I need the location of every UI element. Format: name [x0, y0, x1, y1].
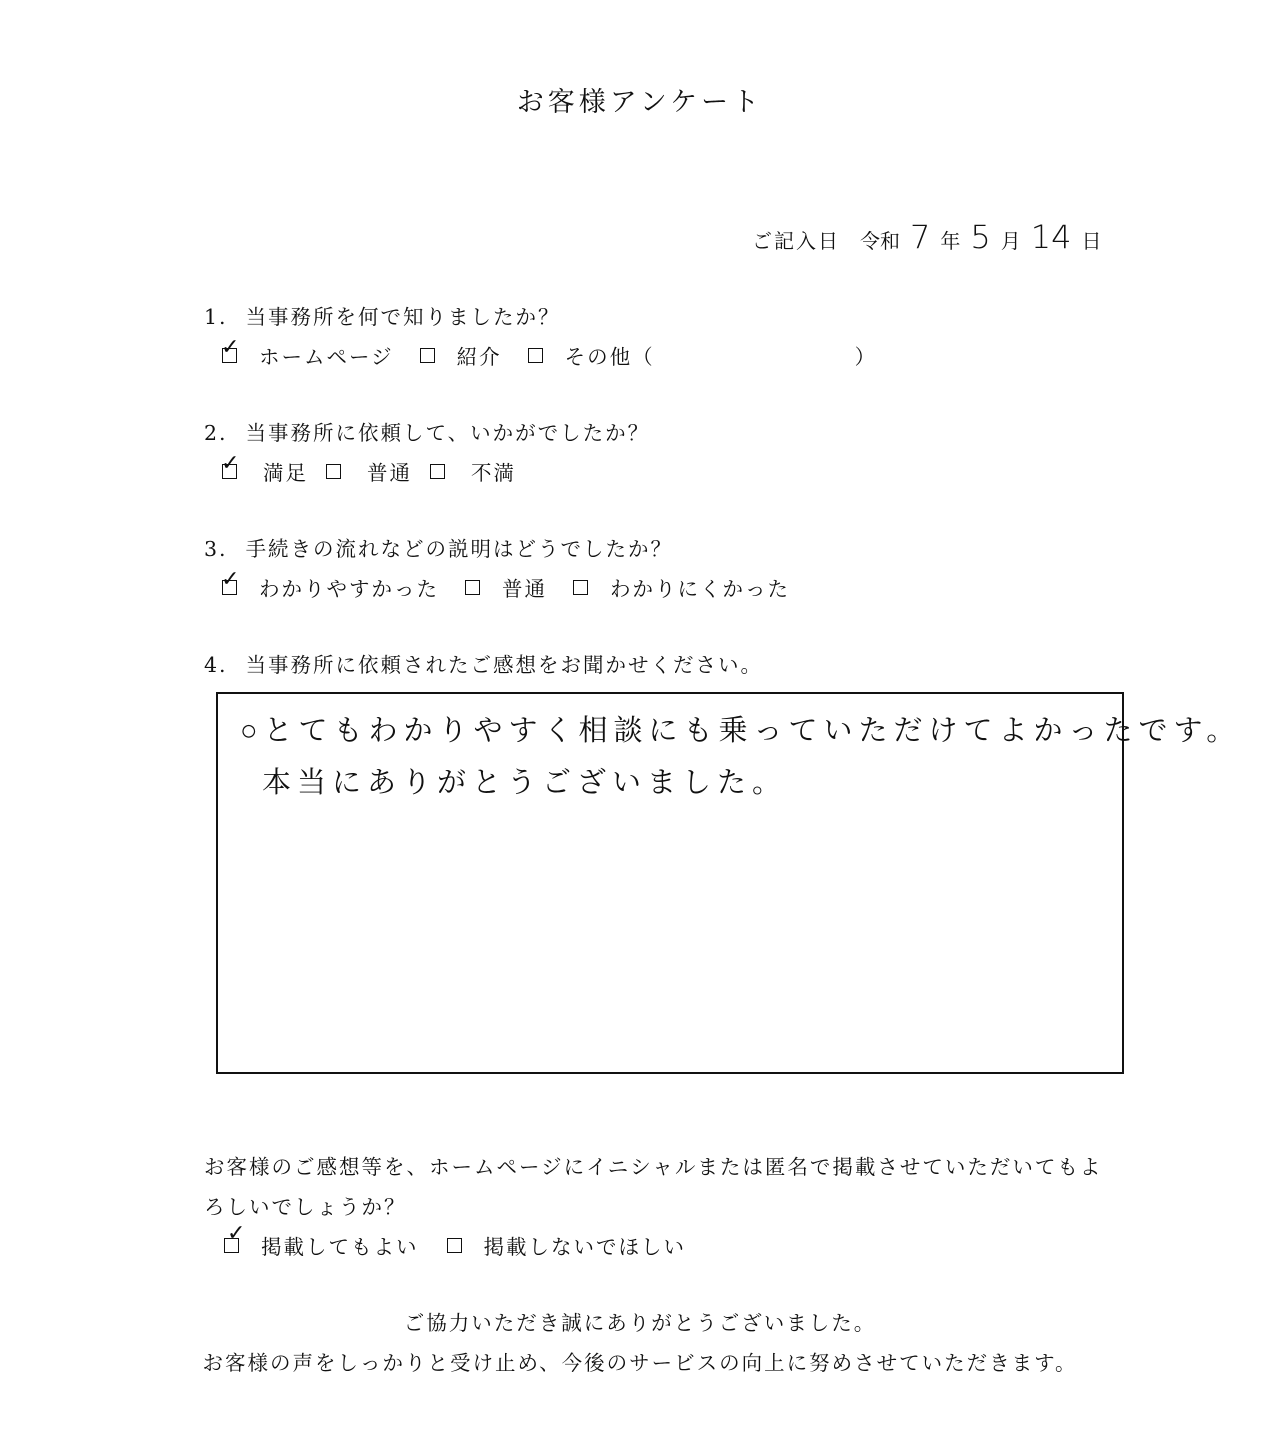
question-number: 3.: [204, 537, 228, 561]
option-normal[interactable]: [465, 572, 547, 602]
question-number: 1.: [204, 305, 228, 329]
option-label: 紹介: [456, 345, 502, 369]
publish-question-line-2: ろしいでしょうか？: [204, 1195, 407, 1219]
question-1-options: [221, 334, 878, 370]
checkbox[interactable]: [430, 464, 445, 479]
checkbox[interactable]: [224, 1220, 248, 1253]
checkbox[interactable]: [573, 580, 588, 595]
option-label: ホームページ: [259, 345, 394, 369]
option-satisfied[interactable]: [221, 450, 308, 486]
option-referral[interactable]: [420, 340, 502, 370]
question-1: [204, 300, 561, 330]
close-paren: ）: [854, 345, 878, 369]
checkmark-icon: ✓: [221, 334, 242, 360]
option-other[interactable]: [528, 340, 655, 370]
publish-question-line-1: お客様のご感想等を、ホームページにイニシャルまたは匿名で掲載させていただいてもよ: [204, 1155, 1103, 1179]
publish-options: [224, 1220, 686, 1260]
option-label: 掲載してもよい: [261, 1235, 419, 1259]
date-day: 14: [1030, 218, 1072, 256]
option-label: わかりやすかった: [259, 577, 439, 601]
checkmark-icon: ✓: [221, 450, 242, 476]
checkmark-icon: ✓: [221, 566, 242, 592]
date-day-unit: 日: [1081, 229, 1102, 253]
option-label: その他（: [564, 345, 655, 369]
question-text: 当事務所に依頼して、いかがでしたか？: [245, 421, 651, 445]
question-text: 当事務所を何で知りましたか？: [245, 305, 561, 329]
checkbox[interactable]: [221, 450, 242, 479]
date-year: 7: [910, 218, 931, 256]
option-label: わかりにくかった: [610, 577, 790, 601]
option-publish-no[interactable]: [447, 1230, 687, 1260]
checkbox[interactable]: [221, 566, 242, 595]
checkbox[interactable]: [420, 348, 435, 363]
question-text: 当事務所に依頼されたご感想をお聞かせください。: [245, 653, 764, 677]
option-label: 満足: [263, 461, 308, 485]
question-2-options: [221, 450, 516, 486]
checkmark-icon: ✓: [227, 1220, 248, 1246]
option-publish-ok[interactable]: [224, 1220, 419, 1260]
checkbox[interactable]: [221, 334, 242, 363]
option-homepage[interactable]: [221, 334, 394, 370]
option-normal[interactable]: [326, 456, 412, 486]
question-3-options: [221, 566, 790, 602]
date-month-unit: 月: [1000, 229, 1021, 253]
option-unsatisfied[interactable]: [430, 456, 516, 486]
checkbox[interactable]: [528, 348, 543, 363]
question-number: 2.: [204, 421, 228, 445]
question-number: 4.: [204, 653, 228, 677]
option-easy[interactable]: [221, 566, 439, 602]
option-label: 掲載しないでほしい: [483, 1235, 686, 1259]
checkbox[interactable]: [326, 464, 341, 479]
question-3: [204, 532, 673, 562]
checkbox[interactable]: [465, 580, 480, 595]
date-label: ご記入日: [752, 229, 840, 253]
comment-line-2: 本当にありがとうございました。: [262, 765, 788, 799]
closing-line-1: ご協力いただき誠にありがとうございました。: [403, 1311, 877, 1335]
entry-date: [752, 218, 1101, 256]
question-2: [204, 416, 650, 446]
checkbox[interactable]: [447, 1238, 462, 1253]
page-title: お客様アンケート: [516, 87, 764, 118]
date-era: 令和: [860, 229, 900, 253]
question-4: [204, 648, 763, 678]
date-year-unit: 年: [940, 229, 961, 253]
option-label: 不満: [471, 461, 516, 485]
date-month: 5: [970, 218, 991, 256]
comment-box[interactable]: [216, 692, 1242, 1074]
option-label: 普通: [367, 461, 412, 485]
closing-line-2: お客様の声をしっかりと受け止め、今後のサービスの向上に努めさせていただきます。: [202, 1351, 1078, 1375]
option-hard[interactable]: [573, 572, 790, 602]
option-label: 普通: [502, 577, 547, 601]
comment-line-1: ○とてもわかりやすく相談にも乗っていただけてよかったです。: [240, 713, 1242, 747]
question-text: 手続きの流れなどの説明はどうでしたか？: [245, 537, 674, 561]
